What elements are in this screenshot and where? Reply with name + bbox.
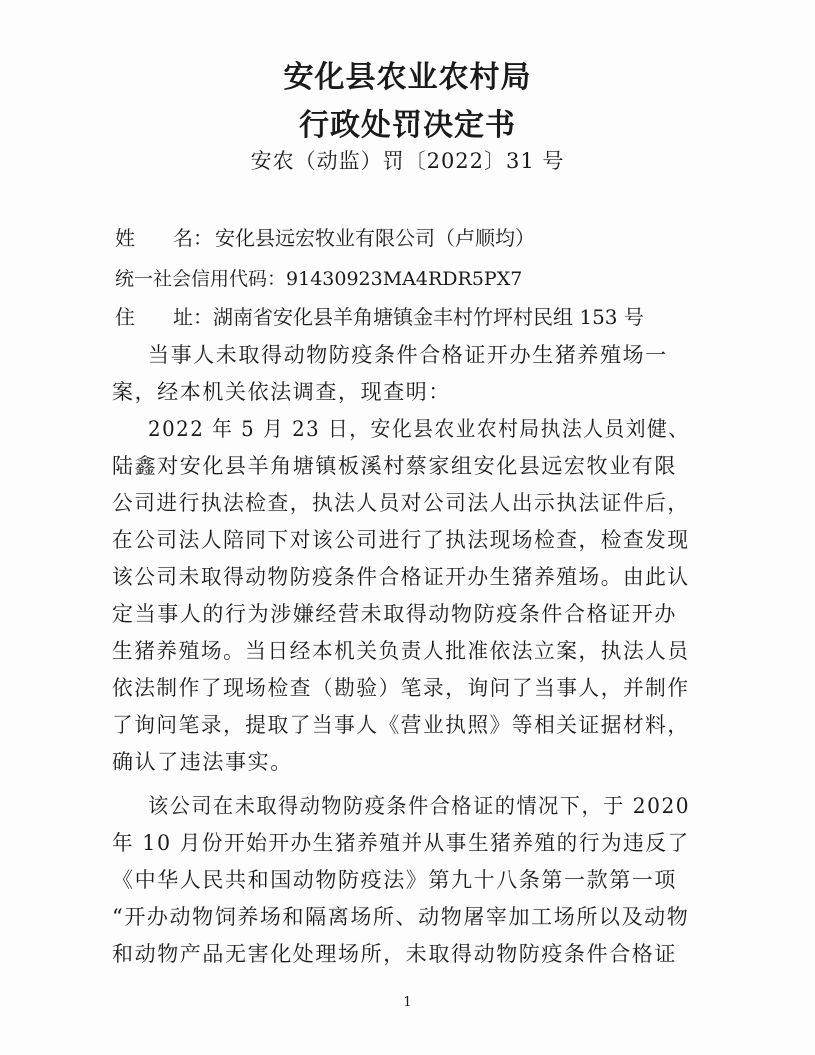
party-name-value: 安化县远宏牧业有限公司（卢顺均） — [215, 226, 535, 250]
body-line: 生猪养殖场。当日经本机关负责人批准依法立案，执法人员 — [112, 639, 690, 663]
body-line: 案，经本机关依法调查，现查明： — [112, 380, 451, 404]
body-line: 定当事人的行为涉嫌经营未取得动物防疫条件合格证开办 — [112, 602, 677, 626]
document-title: 行政处罚决定书 — [299, 108, 516, 143]
body-line: 《中华人民共和国动物防疫法》第九十八条第一款第一项 — [112, 868, 677, 892]
credit-code-row — [115, 264, 522, 291]
body-line: 和动物产品无害化处理场所，未取得动物防疫条件合格证 — [112, 942, 677, 966]
address-value: 湖南省安化县羊角塘镇金丰村竹坪村民组 153 号 — [213, 305, 644, 329]
body-line: 在公司法人陪同下对该公司进行了执法现场检查，检查发现 — [112, 528, 690, 552]
body-line: 该公司在未取得动物防疫条件合格证的情况下，于 2020 — [148, 794, 691, 818]
body-line: 了询问笔录，提取了当事人《营业执照》等相关证据材料， — [112, 713, 690, 737]
party-name-label: 姓 名： — [115, 226, 213, 250]
body-line: 陆鑫对安化县羊角塘镇板溪村蔡家组安化县远宏牧业有限 — [112, 454, 677, 478]
page-number: 1 — [403, 995, 412, 1010]
body-line: “开办动物饲养场和隔离场所、动物屠宰加工场所以及动物 — [112, 905, 690, 929]
body-line: 确认了违法事实。 — [112, 750, 293, 774]
address-label: 住 址： — [115, 305, 213, 329]
party-name-row — [115, 222, 535, 251]
agency-title: 安化县农业农村局 — [283, 60, 532, 95]
body-line: 该公司未取得动物防疫条件合格证开办生猪养殖场。由此认 — [112, 565, 690, 589]
body-line: 当事人未取得动物防疫条件合格证开办生猪养殖场一 — [148, 343, 668, 367]
address-row — [115, 301, 644, 330]
body-line: 2022 年 5 月 23 日，安化县农业农村局执法人员刘健、 — [148, 417, 690, 441]
credit-code-label: 统一社会信用代码： — [115, 268, 287, 290]
credit-code-value: 91430923MA4RDR5PX7 — [286, 268, 523, 290]
body-line: 年 10 月份开始开办生猪养殖并从事生猪养殖的行为违反了 — [112, 831, 690, 855]
document-number: 安农（动监）罚〔2022〕31 号 — [250, 149, 565, 173]
body-line: 依法制作了现场检查（勘验）笔录，询问了当事人，并制作 — [112, 676, 690, 700]
body-line: 公司进行执法检查，执法人员对公司法人出示执法证件后， — [112, 491, 690, 515]
